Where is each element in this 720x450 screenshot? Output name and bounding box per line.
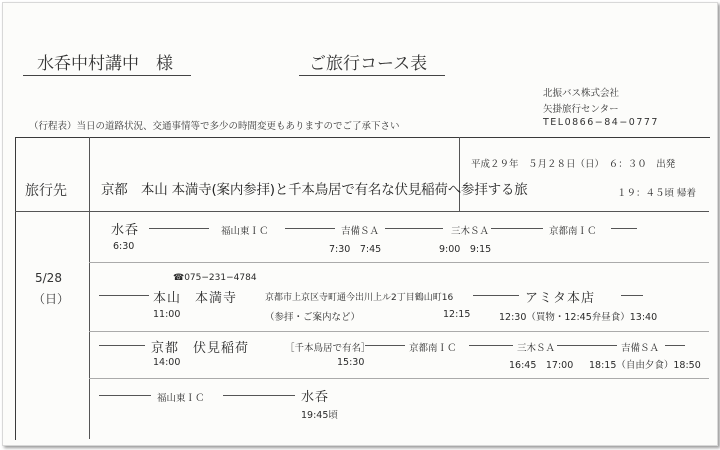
senbon-torii-note: ［千本鳥居で有名］ [285, 343, 371, 354]
stop-amita-honten: アミタ本店 [525, 291, 596, 306]
trip-route: 京都 本山 本満寺(案内参拝)と千本鳥居で有名な伏見稲荷へ参拝する旅 [101, 182, 528, 198]
day-date: 5/28 [35, 271, 62, 285]
time-fushimi-arrive: 14:00 [153, 357, 181, 368]
stop-fukuyama-higashi-ic-return: 福山東ＩＣ [157, 393, 205, 404]
route-line [99, 395, 151, 396]
route-line [611, 228, 637, 229]
stop-mizunomi: 水呑 [111, 223, 140, 238]
stop-mizunomi-return: 水呑 [301, 390, 330, 405]
route-line [365, 345, 405, 346]
route-line [665, 345, 685, 346]
branch-name: 矢掛旅行センター [543, 104, 619, 115]
table-divider-vertical [89, 137, 90, 439]
route-line [621, 295, 643, 296]
stop-fukuyama-higashi-ic: 福山東ＩＣ [221, 226, 269, 237]
company-name: 北振バス株式会社 [543, 88, 620, 99]
route-line [385, 228, 443, 229]
customer-name: 水呑中村講中 様 [37, 54, 173, 74]
company-phone: TEL0866−84−0777 [543, 117, 659, 128]
document-title: ご旅行コース表 [309, 54, 428, 74]
route-line [473, 295, 519, 296]
stop-kyoto-minami-ic: 京都南ＩＣ [549, 226, 597, 237]
customer-underline [23, 75, 191, 76]
time-fushimi-depart: 15:30 [337, 357, 365, 368]
temple-phone: ☎075−231−4784 [173, 273, 257, 283]
time-miki-sa-return: 16:45 17:00 [509, 360, 574, 371]
departure-info: 平成２９年 ５月２８日（日） ６：３０ 出発 [471, 159, 676, 170]
schedule-notice: （行程表）当日の道路状況、交通事情等で多少の時間変更もありますのでご了承下さい [29, 121, 400, 132]
route-line [285, 228, 335, 229]
time-amita: 12:30（買物・12:45弁昼食）13:40 [499, 312, 658, 323]
stop-fushimi-inari: 京都 伏見稲荷 [151, 341, 250, 356]
time-kibi-sa-return: 18:15（自由夕食）18:50 [589, 360, 701, 371]
row-separator [89, 262, 709, 263]
route-line [469, 345, 513, 346]
itinerary-sheet [2, 2, 718, 446]
route-line [149, 228, 209, 229]
route-line [99, 295, 149, 296]
stop-kyoto-minami-ic-return: 京都南ＩＣ [409, 343, 457, 354]
stop-honmanji: 本山 本満寺 [153, 291, 238, 306]
temple-visit-note: （参拝・ご案内など） [265, 312, 361, 323]
time-honmanji-depart: 12:15 [443, 309, 471, 320]
return-info: １９：４５頃 帰着 [617, 188, 697, 199]
time-honmanji-arrive: 11:00 [153, 309, 181, 320]
time-return: 19:45頃 [301, 410, 338, 421]
route-line [491, 228, 543, 229]
time-miki-sa: 9:00 9:15 [439, 244, 492, 255]
table-divider-horizontal [15, 211, 709, 212]
title-underline [299, 75, 445, 76]
row-separator [89, 378, 709, 379]
temple-address: 京都市上京区寺町通今出川上ル2丁目鶴山町16 [265, 293, 454, 303]
time-kibi-sa: 7:30 7:45 [329, 244, 382, 255]
row-separator [89, 331, 709, 332]
time-depart-mizunomi: 6:30 [113, 241, 135, 252]
route-line [557, 345, 617, 346]
header-divider-vertical [459, 137, 460, 211]
day-weekday: （日） [33, 292, 70, 306]
route-line [99, 345, 145, 346]
destination-label: 旅行先 [25, 183, 67, 199]
stop-miki-sa: 三木ＳＡ [451, 226, 490, 237]
stop-kibi-sa: 吉備ＳＡ [341, 226, 380, 237]
route-line [223, 395, 295, 396]
stop-kibi-sa-return: 吉備ＳＡ [621, 343, 660, 354]
stop-miki-sa-return: 三木ＳＡ [517, 343, 556, 354]
